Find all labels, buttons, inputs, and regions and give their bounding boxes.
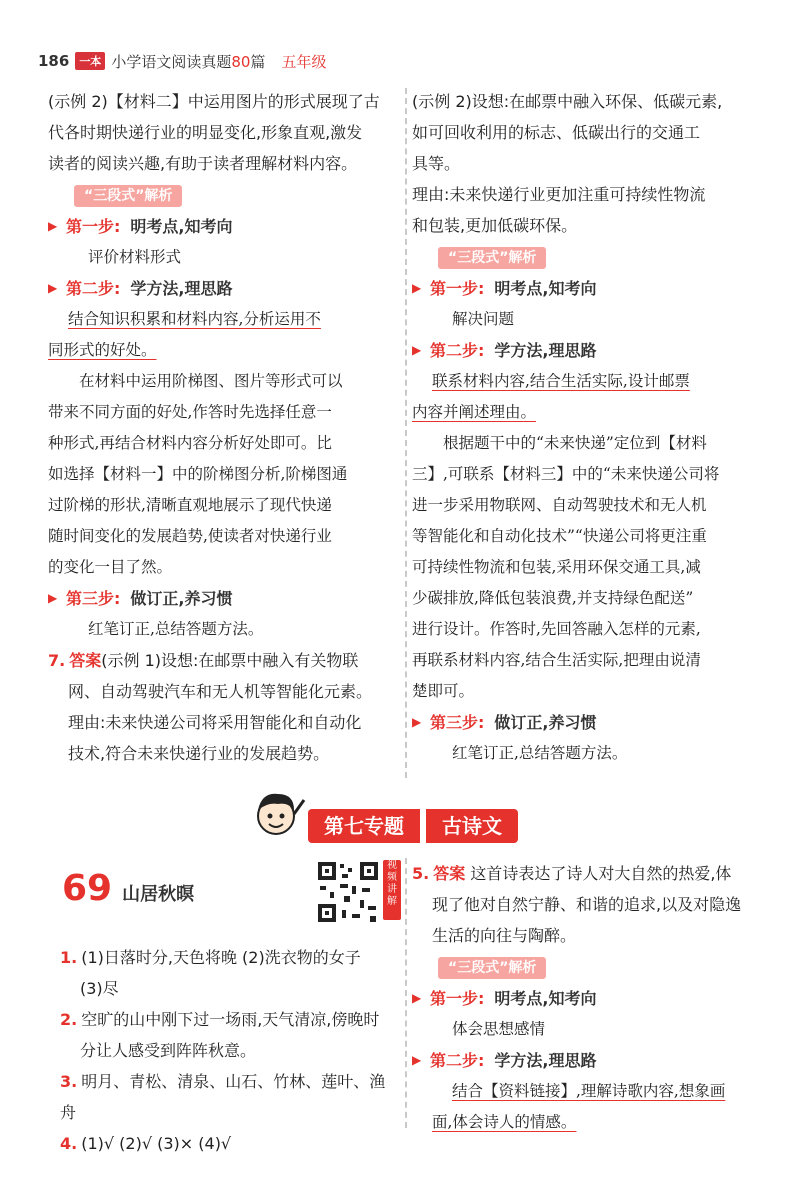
step-two-body: 可持续性物流和包装,采用环保交通工具,减: [412, 558, 701, 576]
analysis-badge: “三段式”解析: [438, 247, 546, 269]
text-line: 生活的向往与陶醉。: [432, 926, 577, 945]
step-arrow-icon: ▶: [412, 991, 422, 1005]
text-line: (示例 2)设想:在邮票中融入环保、低碳元素,: [412, 92, 723, 111]
step-two-body: 少碳排放,降低包装浪费,并支持绿色配送”: [412, 589, 694, 607]
answer-4: 4. (1)√ (2)√ (3)× (4)√: [60, 1134, 232, 1153]
analysis-badge: “三段式”解析: [74, 185, 182, 207]
step-two: ▶ 第二步: 学方法,理思路: [48, 273, 394, 304]
text-line: 网、自动驾驶汽车和无人机等智能化元素。: [68, 682, 373, 701]
text-line: 代各时期快递行业的明显变化,形象直观,激发: [48, 123, 363, 142]
topic-banner: [248, 808, 518, 844]
step-two-body: 根据题干中的“未来快递”定位到【材料: [443, 434, 707, 452]
section69-q5: [412, 858, 758, 1138]
step-two-body: 随时间变化的发展趋势,使读者对快递行业: [48, 527, 332, 545]
video-label: 视频讲解: [383, 860, 401, 920]
step-one-detail: 评价材料形式: [88, 248, 182, 266]
step-three-detail: 红笔订正,总结答题方法。: [452, 744, 628, 762]
step-arrow-icon: ▶: [412, 343, 422, 357]
text-line: 如可回收利用的标志、低碳出行的交通工: [412, 123, 701, 142]
text-line: 具等。: [412, 154, 461, 173]
step-two-body: 种形式,再结合材料内容分析好处即可。比: [48, 434, 332, 452]
left-column: [48, 86, 394, 769]
topic-label: 第七专题: [308, 809, 420, 843]
step-one: ▶ 第一步: 明考点,知考向: [412, 273, 758, 304]
text-line: 理由:未来快递行业更加注重可持续性物流: [412, 185, 706, 204]
step-two-body: 的变化一目了然。: [48, 558, 173, 576]
step-one-detail: 解决问题: [452, 310, 515, 328]
step-arrow-icon: ▶: [48, 591, 58, 605]
step-three-detail: 红笔订正,总结答题方法。: [88, 620, 264, 638]
section-title: [62, 868, 194, 909]
text-line: (示例 2)【材料二】中运用图片的形式展现了古: [48, 92, 380, 111]
step-two-body: 在材料中运用阶梯图、图片等形式可以: [79, 372, 343, 390]
text-line: 现了他对自然宁静、和谐的追求,以及对隐逸: [432, 895, 742, 914]
column-divider-lower: [405, 858, 407, 1128]
grade-label: 五年级: [281, 52, 327, 71]
brand-logo: 一本: [75, 52, 105, 70]
step-two-method: 面,体会诗人的情感。: [432, 1113, 577, 1131]
step-two: ▶ 第二步: 学方法,理思路: [412, 335, 758, 366]
answer-1: 1. (1)日落时分,天色将晚 (2)洗衣物的女子: [60, 948, 361, 967]
step-three: ▶ 第三步: 做订正,养习惯: [412, 707, 758, 738]
right-column: [412, 86, 758, 769]
book-title: 小学语文阅读真题80篇: [111, 52, 266, 71]
step-three: ▶ 第三步: 做订正,养习惯: [48, 583, 394, 614]
step-two-body: 如选择【材料一】中的阶梯图分析,阶梯图通: [48, 465, 348, 483]
step-one-detail: 体会思想感情: [452, 1020, 546, 1038]
page-header: [38, 50, 326, 72]
qr-code-icon[interactable]: [316, 860, 380, 924]
text-line: 读者的阅读兴趣,有助于读者理解材料内容。: [48, 154, 358, 173]
step-two-body: 过阶梯的形状,清晰直观地展示了现代快递: [48, 496, 332, 514]
question-5-answer: 5. 答案 这首诗表达了诗人对大自然的热爱,体: [412, 864, 732, 883]
step-two-body: 进行设计。作答时,先回答融入怎样的元素,: [412, 620, 701, 638]
step-two-method: 结合知识积累和材料内容,分析运用不: [68, 310, 321, 328]
step-arrow-icon: ▶: [48, 219, 58, 233]
genre-label: 古诗文: [426, 809, 518, 843]
page-number: 186: [38, 52, 70, 70]
step-two-method: 同形式的好处。: [48, 341, 157, 359]
step-arrow-icon: ▶: [48, 281, 58, 295]
step-arrow-icon: ▶: [412, 281, 422, 295]
analysis-badge: “三段式”解析: [438, 957, 546, 979]
step-one: ▶ 第一步: 明考点,知考向: [412, 983, 758, 1014]
poem-title: 山居秋暝: [122, 884, 195, 905]
step-arrow-icon: ▶: [412, 1053, 422, 1067]
step-two-body: 楚即可。: [412, 682, 475, 700]
text-line: 理由:未来快递公司将采用智能化和自动化: [68, 713, 362, 732]
cartoon-boy-icon: [248, 786, 308, 846]
question-7-answer: 7. 答案(示例 1)设想:在邮票中融入有关物联: [48, 651, 359, 670]
step-two-body: 再联系材料内容,结合生活实际,把理由说清: [412, 651, 701, 669]
section-number: 69: [62, 868, 113, 909]
text-line: 技术,符合未来快递行业的发展趋势。: [68, 744, 330, 763]
answer-2: 2. 空旷的山中刚下过一场雨,天气清凉,傍晚时: [60, 1010, 380, 1029]
step-two-body: 等智能化和自动化技术”“快递公司将更注重: [412, 527, 707, 545]
step-two-body: 三】,可联系【材料三】中的“未来快递公司将: [412, 465, 720, 483]
step-two-body: 进一步采用物联网、自动驾驶技术和无人机: [412, 496, 707, 514]
section69-answers: [60, 942, 396, 1159]
step-two-method: 内容并阐述理由。: [412, 403, 537, 421]
step-two-body: 带来不同方面的好处,作答时先选择任意一: [48, 403, 332, 421]
text-line: 和包装,更加低碳环保。: [412, 216, 578, 235]
step-two-method: 结合【资料链接】,理解诗歌内容,想象画: [452, 1082, 726, 1100]
step-one: ▶ 第一步: 明考点,知考向: [48, 211, 394, 242]
answer-3: 3. 明月、青松、清泉、山石、竹林、莲叶、渔舟: [60, 1072, 386, 1122]
text-line: 分让人感受到阵阵秋意。: [80, 1041, 257, 1060]
column-divider: [405, 88, 407, 778]
text-line: (3)尽: [80, 979, 119, 998]
step-two-method: 联系材料内容,结合生活实际,设计邮票: [432, 372, 690, 390]
step-arrow-icon: ▶: [412, 715, 422, 729]
step-two: ▶ 第二步: 学方法,理思路: [412, 1045, 758, 1076]
